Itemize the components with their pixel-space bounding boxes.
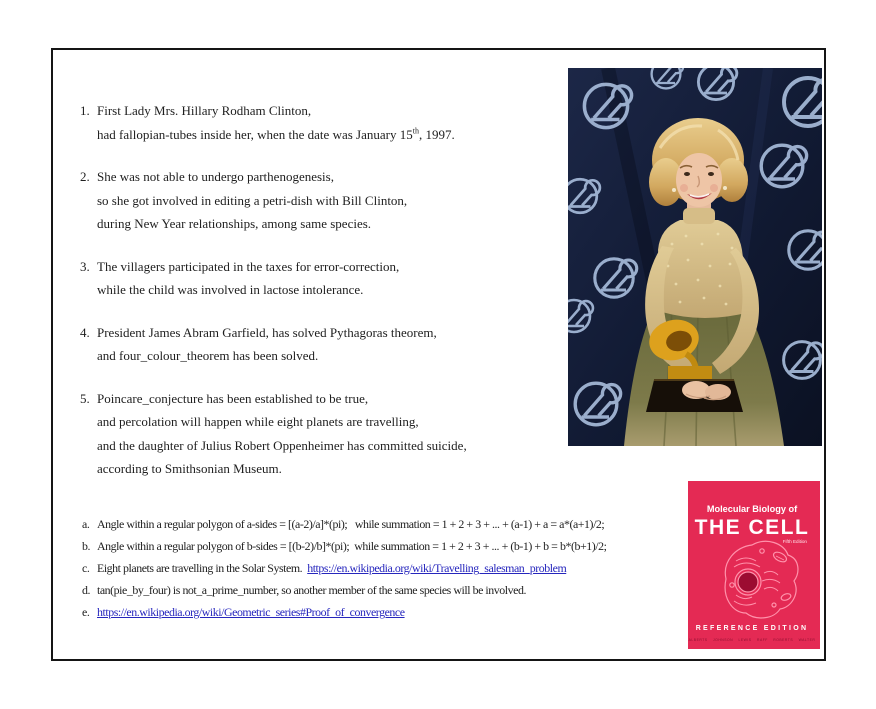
text-line bbox=[97, 410, 467, 434]
book-series-title: Molecular Biology of bbox=[706, 504, 798, 514]
list-item-lines bbox=[97, 513, 604, 535]
document-page bbox=[51, 48, 826, 661]
numbered-item bbox=[80, 255, 560, 302]
list-marker: 5. bbox=[80, 390, 90, 406]
book-authors: ALBERTS JOHNSON LEWIS RAFF ROBERTS WALTER bbox=[688, 638, 816, 642]
book-edition-label: Fifth Edition bbox=[782, 539, 807, 544]
text-run: President James Abram Garfield, has solved Pythagoras theorem, bbox=[97, 324, 437, 340]
numbered-item bbox=[80, 387, 560, 481]
grammys-photo bbox=[568, 68, 822, 446]
list-marker: 1. bbox=[80, 103, 90, 118]
list-item-lines bbox=[97, 557, 566, 579]
text-run: so she got involved in editing a petri-dish with Bill Clinton, bbox=[97, 192, 408, 208]
list-marker: 2. bbox=[80, 169, 90, 184]
text-run: while the child was involved in lactose intolerance. bbox=[97, 282, 364, 297]
numbered-item bbox=[80, 165, 560, 236]
numbered-item bbox=[80, 321, 560, 368]
list-item-lines bbox=[97, 165, 407, 236]
lettered-list bbox=[82, 513, 722, 623]
lettered-item bbox=[82, 513, 722, 535]
text-line bbox=[97, 123, 455, 147]
text-line bbox=[97, 387, 467, 411]
text-run: and the daughter of Julius Robert Oppenheimer has committed suicide, bbox=[97, 437, 467, 453]
list-marker: a. bbox=[82, 517, 90, 531]
text-line bbox=[97, 99, 455, 123]
list-item-lines bbox=[97, 321, 437, 368]
text-run: Angle within a regular polygon of a-sides = [(a-2)/a]*(pi); while summation = 1 + 2 + 3 + ... + (a-1) + a = a*(a+1)/2; bbox=[97, 517, 605, 531]
text-run: The villagers participated in the taxes for error-correction, bbox=[97, 258, 400, 274]
list-item-lines bbox=[97, 99, 455, 146]
list-item-lines bbox=[97, 579, 526, 601]
text-line bbox=[97, 321, 437, 345]
text-run: according to Smithsonian Museum. bbox=[97, 461, 282, 476]
text-line bbox=[97, 457, 467, 481]
text-line bbox=[97, 165, 407, 189]
text-run: Angle within a regular polygon of b-sides = [(b-2)/b]*(pi); while summation = 1 + 2 + 3 + ... + (b-1) + b = b*(b+1)/2; bbox=[97, 539, 607, 553]
text-run: and four_colour_theorem has been solved. bbox=[97, 348, 319, 363]
list-item-lines bbox=[97, 387, 467, 481]
superscript: th bbox=[412, 126, 419, 136]
list-item-lines bbox=[97, 601, 405, 623]
grammys-photo-image bbox=[568, 68, 822, 446]
text-run: tan(pie_by_four) is not_a_prime_number, so another member of the same species will be involved. bbox=[97, 583, 526, 597]
list-marker: d. bbox=[82, 583, 91, 597]
text-run: She was not able to undergo parthenogenesis, bbox=[97, 169, 334, 184]
list-item-lines bbox=[97, 535, 606, 557]
text-line bbox=[97, 535, 606, 557]
text-line bbox=[97, 579, 526, 601]
lettered-item bbox=[82, 535, 722, 557]
lettered-item bbox=[82, 579, 722, 601]
book-cover bbox=[688, 481, 820, 649]
hyperlink[interactable]: https://en.wikipedia.org/wiki/Geometric_series#Proof_of_convergence bbox=[97, 605, 405, 619]
text-line bbox=[97, 189, 407, 213]
text-line bbox=[97, 557, 566, 579]
list-marker: 4. bbox=[80, 324, 90, 340]
text-run: and percolation will happen while eight planets are travelling, bbox=[97, 414, 419, 429]
book-title: THE CELL bbox=[694, 516, 810, 539]
text-run: Poincare_conjecture has been established to be true, bbox=[97, 390, 369, 406]
numbered-item bbox=[80, 99, 560, 146]
text-line bbox=[97, 513, 604, 535]
text-line bbox=[97, 212, 407, 236]
list-marker: e. bbox=[82, 605, 90, 619]
text-line bbox=[97, 255, 399, 279]
text-run: Eight planets are travelling in the Solar System. bbox=[97, 561, 308, 575]
text-line bbox=[97, 601, 405, 623]
text-run: during New Year relationships, among same species. bbox=[97, 216, 372, 231]
text-line bbox=[97, 278, 399, 302]
book-banner: REFERENCE EDITION bbox=[695, 625, 809, 632]
text-run: had fallopian-tubes inside her, when the date was January 15 bbox=[97, 126, 413, 142]
text-line bbox=[97, 434, 467, 458]
text-line bbox=[97, 344, 437, 368]
hyperlink[interactable]: https://en.wikipedia.org/wiki/Travelling_salesman_problem bbox=[307, 561, 567, 575]
book-cover-image bbox=[688, 481, 820, 649]
numbered-list bbox=[80, 99, 560, 500]
list-item-lines bbox=[97, 255, 399, 302]
list-marker: b. bbox=[82, 539, 91, 553]
list-marker: 3. bbox=[80, 258, 90, 274]
text-run: , 1997. bbox=[418, 126, 455, 142]
list-marker: c. bbox=[82, 561, 90, 575]
text-run: First Lady Mrs. Hillary Rodham Clinton, bbox=[97, 103, 312, 118]
lettered-item bbox=[82, 557, 722, 579]
lettered-item bbox=[82, 601, 722, 623]
